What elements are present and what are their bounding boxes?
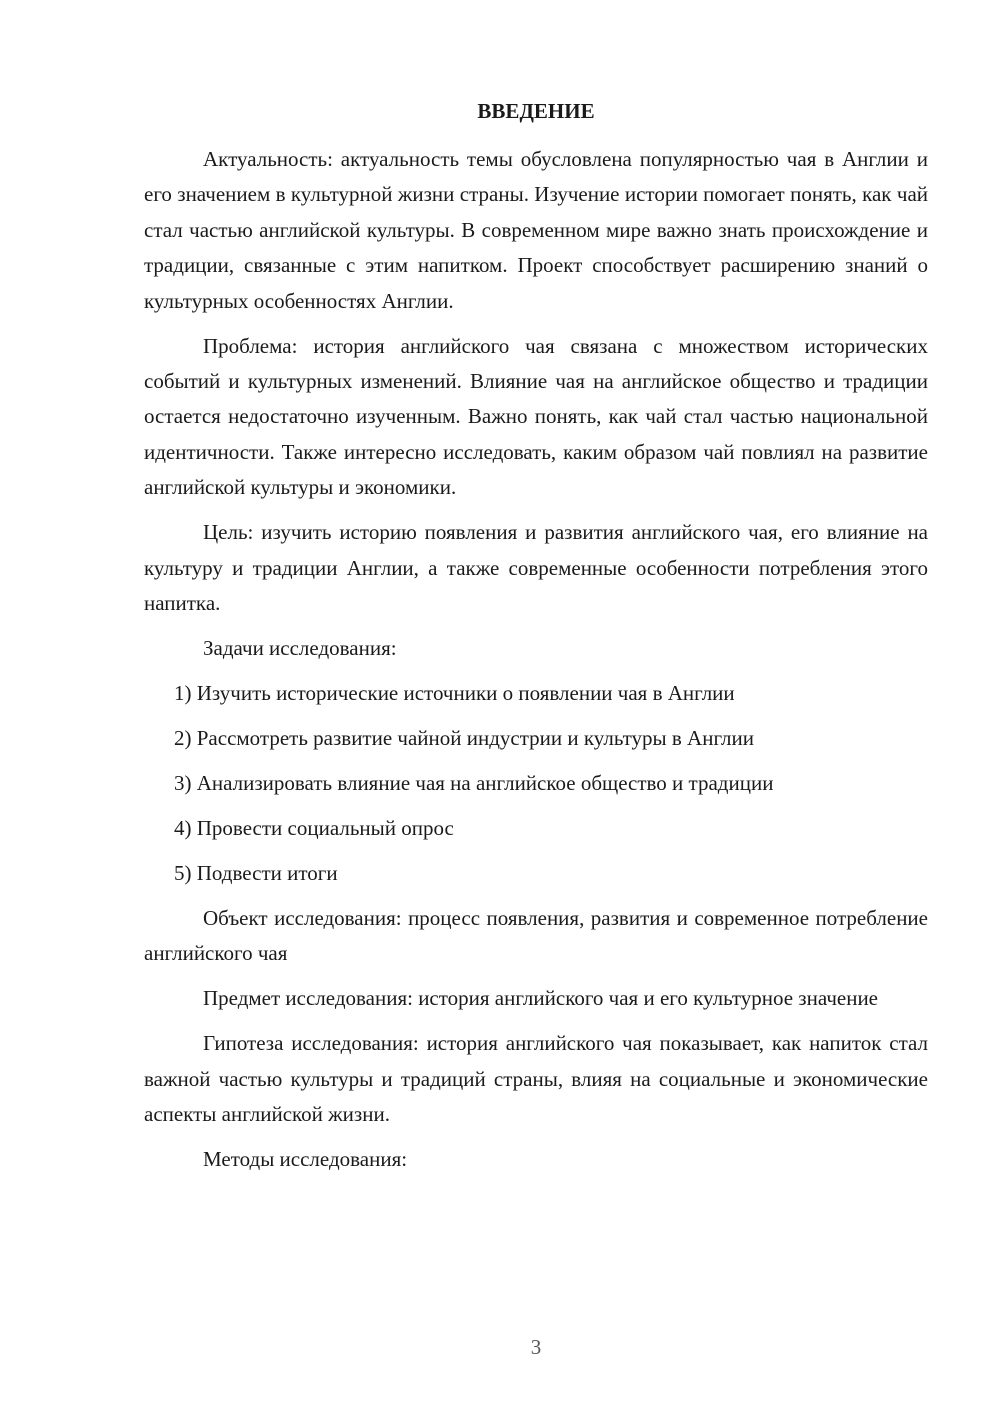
page-number: 3 bbox=[530, 1335, 542, 1359]
document-page bbox=[144, 0, 928, 1414]
task-item: 1) Изучить исторические источники о появлении чая в Англии bbox=[174, 681, 735, 706]
paragraph-problem: Проблема: история английского чая связана с множеством исторических событий и культурных изменений. Влияние чая на английское общество и традиции остается недостаточно изученным. Важно понять, как чай стал частью национальной идентичности. Также интересно исследовать, каким образом чай повлиял на развитие английской культуры и экономики. bbox=[144, 333, 928, 500]
paragraph-object: Объект исследования: процесс появления, развития и современное потребление английского чая bbox=[144, 906, 928, 966]
task-item: 4) Провести социальный опрос bbox=[174, 816, 454, 841]
paragraph-tasks-intro: Задачи исследования: bbox=[203, 636, 397, 661]
task-item: 5) Подвести итоги bbox=[174, 861, 338, 886]
paragraph-subject: Предмет исследования: история английского чая и его культурное значение bbox=[203, 986, 879, 1011]
tasks-list bbox=[144, 676, 928, 891]
paragraph-goal: Цель: изучить историю появления и развития английского чая, его влияние на культуру и традиции Англии, а также современные особенности потребления этого напитка. bbox=[144, 520, 928, 616]
task-item: 2) Рассмотреть развитие чайной индустрии и культуры в Англии bbox=[174, 726, 754, 751]
paragraph-hypothesis: Гипотеза исследования: история английского чая показывает, как напиток стал важной частью культуры и традиций страны, влияя на социальные и экономические аспекты английской жизни. bbox=[144, 1031, 928, 1127]
task-item: 3) Анализировать влияние чая на английское общество и традиции bbox=[174, 771, 774, 796]
paragraph-relevance: Актуальность: актуальность темы обусловлена популярностью чая в Англии и его значением в культурной жизни страны. Изучение истории помогает понять, как чай стал частью английской культуры. В современном мире важно знать происхождение и традиции, связанные с этим напитком. Проект способствует расширению знаний о культурных особенностях Англии. bbox=[144, 147, 928, 313]
document-body bbox=[144, 142, 928, 1178]
paragraph-methods-intro: Методы исследования: bbox=[203, 1147, 408, 1172]
section-heading: ВВЕДЕНИЕ bbox=[477, 99, 595, 123]
